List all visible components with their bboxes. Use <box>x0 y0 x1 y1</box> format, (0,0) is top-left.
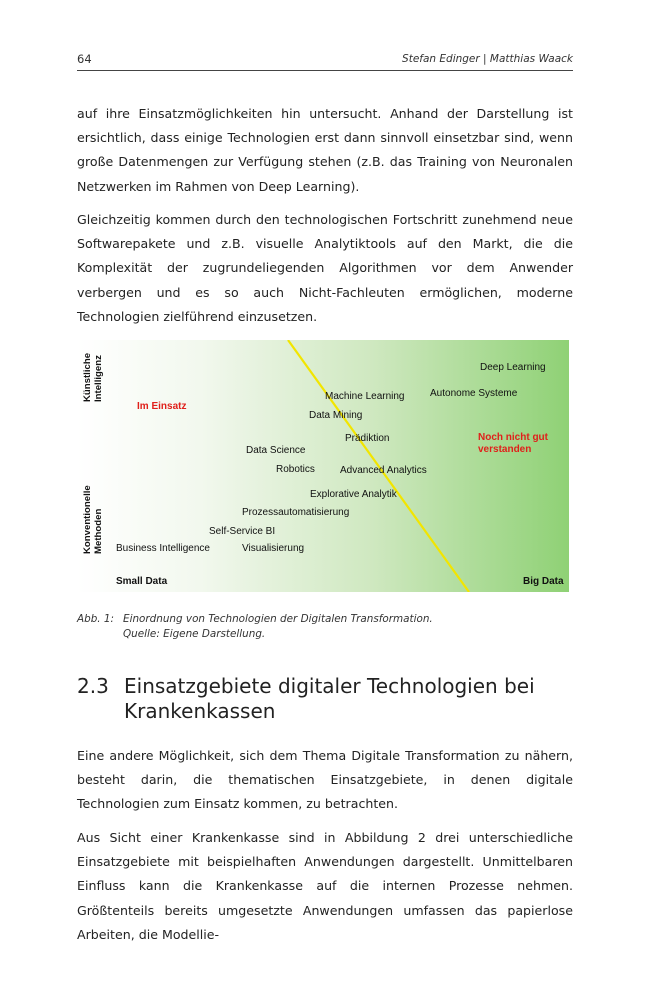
x-axis-left-label: Small Data <box>116 576 168 587</box>
x-axis-right-label: Big Data <box>523 576 564 587</box>
author-names: Stefan Edinger | Matthias Waack <box>402 53 573 65</box>
body-paragraph-4: Aus Sicht einer Krankenkasse sind in Abbildung 2 drei unterschiedliche Einsatzgebiete mit beispielhaften Anwendungen dargestellt. Unmittelbaren Einfluss kann die Krankenkasse auf die internen Prozesse nehmen. Größtenteils bereits umgesetzte Anwendungen umfassen das papierlose Arbeiten, die Modellie- <box>77 830 573 942</box>
figure-graphics <box>77 340 569 592</box>
region-label-in-use: Im Einsatz <box>137 401 187 412</box>
tech-label: Visualisierung <box>242 543 305 554</box>
tech-label: Autonome Systeme <box>430 388 518 399</box>
tech-label: Business Intelligence <box>116 543 210 554</box>
body-paragraph-3: Eine andere Möglichkeit, sich dem Thema Digitale Transformation zu nähern, besteht darin, die thematischen Einsatzgebiete, in denen digitale Technologien zum Einsatz kommen, zu betrachten. <box>77 748 573 812</box>
section-number: 2.3 <box>77 674 109 698</box>
tech-label: Prädiktion <box>345 433 390 444</box>
caption-text: Einordnung von Technologien der Digitalen Transformation. <box>123 613 433 625</box>
body-paragraph-1: auf ihre Einsatzmöglichkeiten hin untersucht. Anhand der Darstellung ist ersichtlich, dass einige Technologien erst dann sinnvoll einsetzbar sind, wenn große Datenmengen zur Verfügung stehen (z.B. das Training von Neuronalen Netzwerken im Rahmen von Deep Learning). <box>77 106 573 194</box>
caption-id: Abb. 1: <box>77 613 115 625</box>
tech-label: Deep Learning <box>480 362 546 373</box>
page-number: 64 <box>77 52 92 66</box>
section-title: Einsatzgebiete digitaler Technologien bei Krankenkassen <box>124 674 535 723</box>
tech-label: Advanced Analytics <box>340 465 427 476</box>
y-axis-bottom-label: Konventionelle Methoden <box>82 485 104 554</box>
running-header <box>77 50 573 71</box>
body-paragraph-2: Gleichzeitig kommen durch den technologischen Fortschritt zunehmend neue Softwarepakete und z.B. visuelle Analytiktools auf den Markt, die die Komplexität der zugrundeliegenden Algorithmen vor dem Anwender verbergen und es so auch Nicht-Fachleuten ermöglichen, moderne Technologien zielführend einzusetzen. <box>77 212 573 324</box>
tech-label: Data Mining <box>309 410 363 421</box>
tech-label: Prozessautomatisierung <box>242 507 350 518</box>
caption-source: Quelle: Eigene Darstellung. <box>123 628 266 640</box>
technology-matrix-figure <box>77 340 569 592</box>
tech-label: Machine Learning <box>325 391 405 402</box>
tech-label: Data Science <box>246 445 306 456</box>
tech-label: Robotics <box>276 464 315 475</box>
tech-label: Explorative Analytik <box>310 489 397 500</box>
y-axis-top-label: Künstliche Intelligenz <box>82 352 104 402</box>
tech-label: Self-Service BI <box>209 526 276 537</box>
region-label-not-understood: Noch nicht gut verstanden <box>478 432 548 455</box>
